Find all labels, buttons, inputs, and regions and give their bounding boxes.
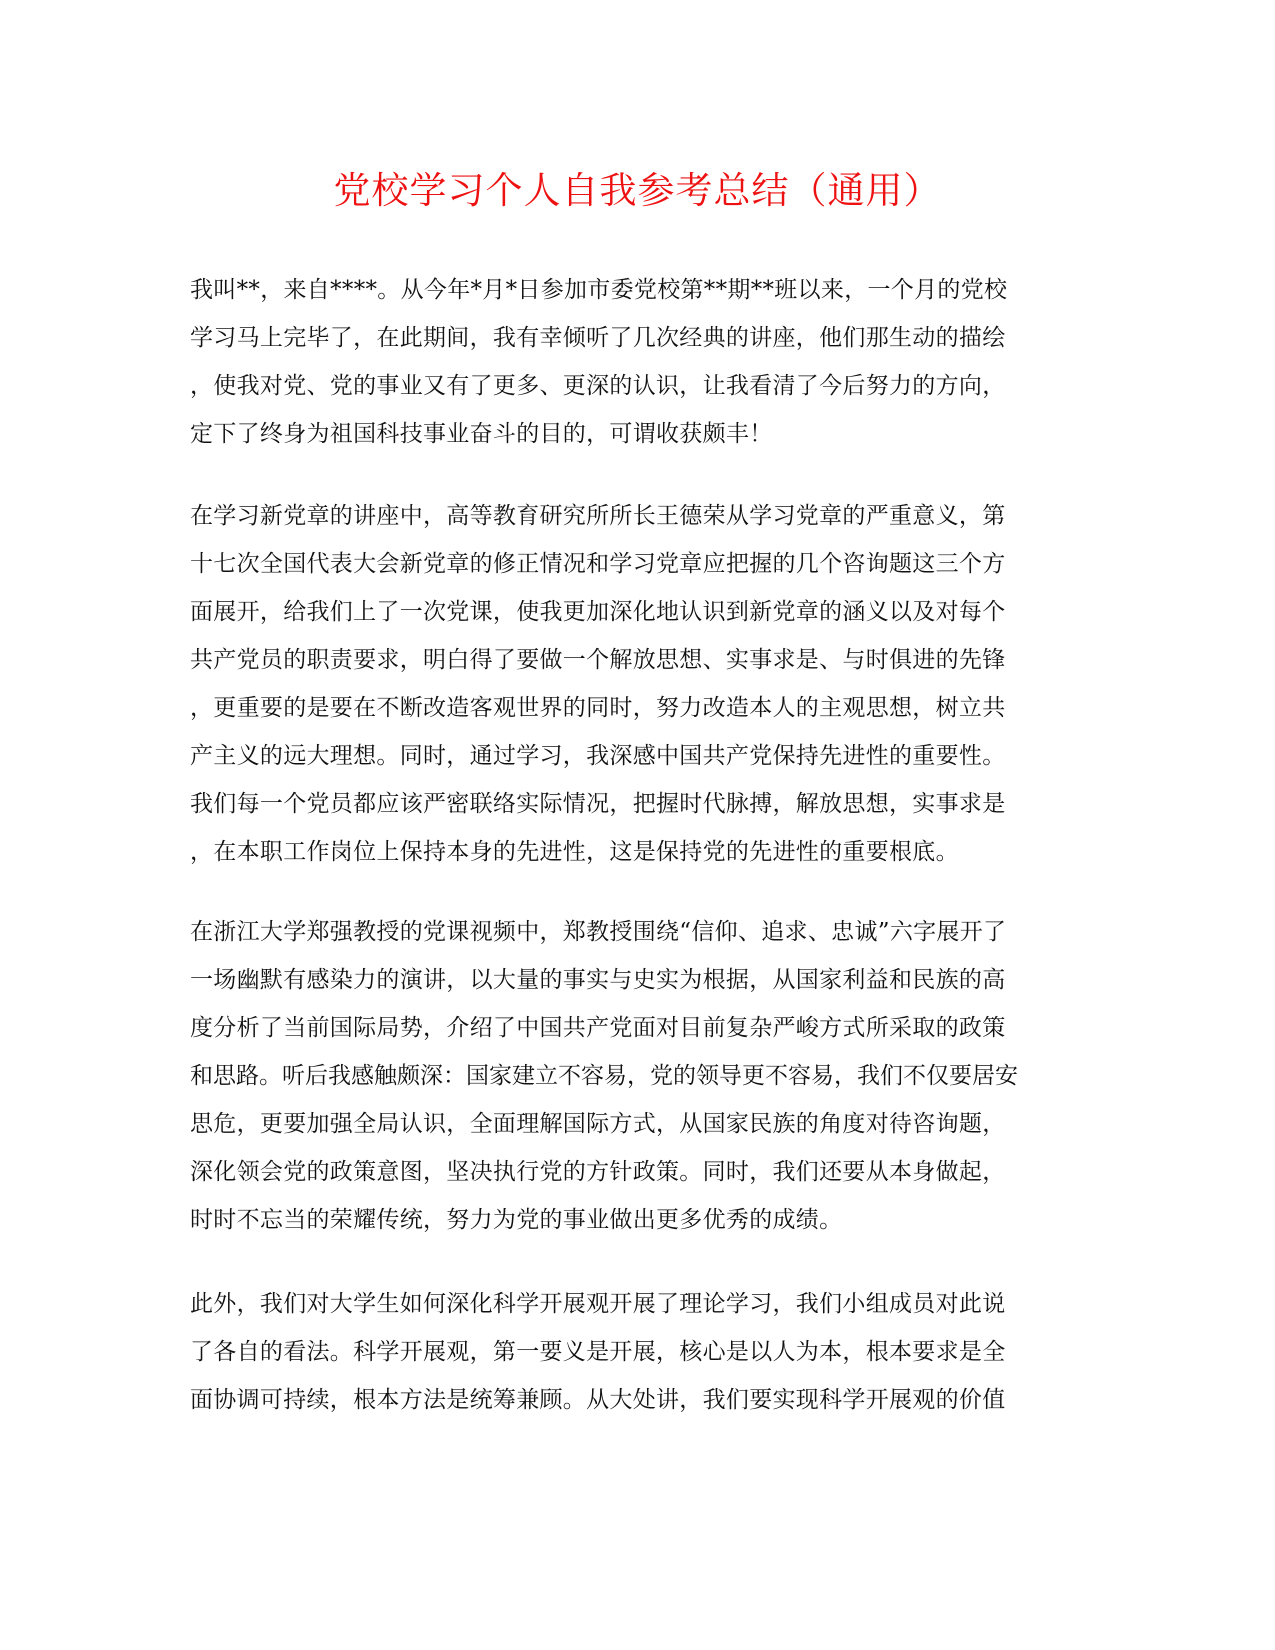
paragraph-2 [190,492,1080,876]
paragraph-line: 我叫**，来自****。从今年*月*日参加市委党校第**期**班以来，一个月的党校 [190,277,1008,303]
paragraph-line: 深化领会党的政策意图，坚决执行党的方针政策。同时，我们还要从本身做起， [190,1159,1006,1185]
paragraph-line: 度分析了当前国际局势，介绍了中国共产党面对目前复杂严峻方式所采取的政策 [190,1015,1006,1041]
document-title: 党校学习个人自我参考总结（通用） [333,169,942,212]
paragraph-line: 了各自的看法。科学开展观，第一要义是开展，核心是以人为本，根本要求是全 [190,1339,1006,1365]
paragraph-line: 一场幽默有感染力的演讲，以大量的事实与史实为根据，从国家利益和民族的高 [190,967,1006,993]
paragraph-line: ，使我对党、党的事业又有了更多、更深的认识，让我看清了今后努力的方向， [190,373,1006,399]
paragraph-line: ，在本职工作岗位上保持本身的先进性，这是保持党的先进性的重要根底。 [190,839,959,865]
paragraph-line: 十七次全国代表大会新党章的修正情况和学习党章应把握的几个咨询题这三个方 [190,551,1006,577]
paragraph-line: 我们每一个党员都应该严密联络实际情况，把握时代脉搏，解放思想，实事求是 [190,791,1006,817]
paragraph-1 [190,266,1080,458]
paragraph-line: ，更重要的是要在不断改造客观世界的同时，努力改造本人的主观思想，树立共 [190,695,1006,721]
paragraph-4 [190,1280,1080,1424]
paragraph-line: 和思路。听后我感触颇深：国家建立不容易，党的领导更不容易，我们不仅要居安 [190,1063,1018,1089]
paragraph-line: 定下了终身为祖国科技事业奋斗的目的，可谓收获颇丰！ [190,421,773,447]
paragraph-line: 思危，更要加强全局认识，全面理解国际方式，从国家民族的角度对待咨询题， [190,1111,1006,1137]
paragraph-line: 产主义的远大理想。同时，通过学习，我深感中国共产党保持先进性的重要性。 [190,743,1006,769]
paragraph-line: 学习马上完毕了，在此期间，我有幸倾听了几次经典的讲座，他们那生动的描绘 [190,325,1006,351]
paragraph-line: 在浙江大学郑强教授的党课视频中，郑教授围绕“信仰、追求、忠诚”六字展开了 [190,919,1007,945]
paragraph-line: 在学习新党章的讲座中，高等教育研究所所长王德荣从学习党章的严重意义，第 [190,503,1006,529]
paragraph-line: 共产党员的职责要求，明白得了要做一个解放思想、实事求是、与时俱进的先锋 [190,647,1006,673]
paragraph-line: 面展开，给我们上了一次党课，使我更加深化地认识到新党章的涵义以及对每个 [190,599,1006,625]
paragraph-3 [190,908,1080,1244]
paragraph-line: 面协调可持续，根本方法是统筹兼顾。从大处讲，我们要实现科学开展观的价值 [190,1387,1006,1413]
paragraph-line: 此外，我们对大学生如何深化科学开展观开展了理论学习，我们小组成员对此说 [190,1291,1006,1317]
paragraph-line: 时时不忘当的荣耀传统，努力为党的事业做出更多优秀的成绩。 [190,1207,843,1233]
